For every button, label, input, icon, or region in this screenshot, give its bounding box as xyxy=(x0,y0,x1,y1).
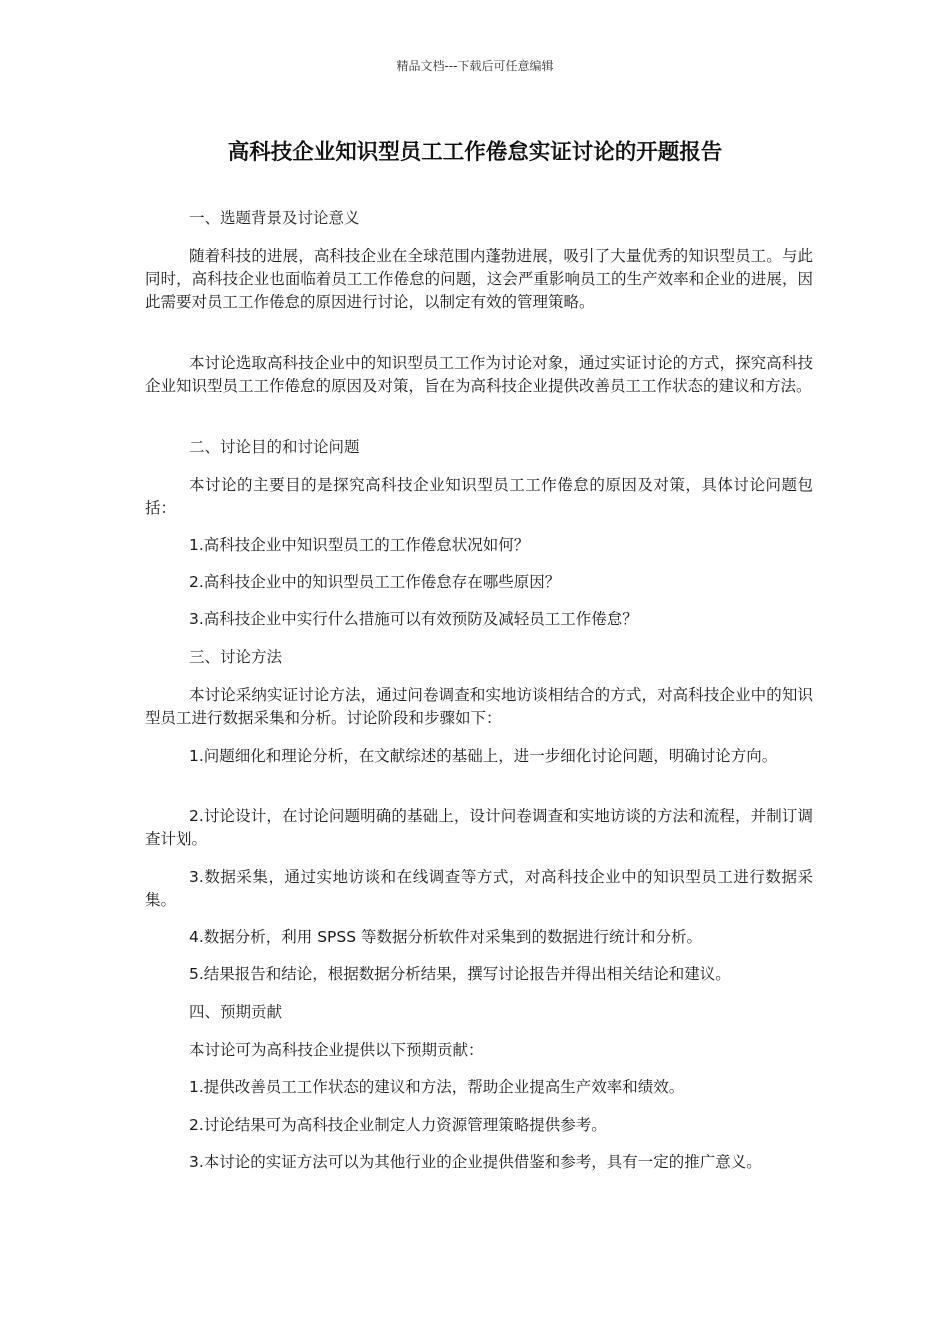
paragraph-contributions: 本讨论可为高科技企业提供以下预期贡献： xyxy=(189,1041,484,1059)
method-step-2: 2.讨论设计，在讨论问题明确的基础上，设计问卷调查和实地访谈的方法和流程，并制订调查计划。 xyxy=(145,807,813,848)
method-step-4: 4.数据分析，利用 SPSS 等数据分析软件对采集到的数据进行统计和分析。 xyxy=(189,928,703,946)
paragraph-background-1: 随着科技的进展，高科技企业在全球范围内蓬勃进展，吸引了大量优秀的知识型员工。与此同时，高科技企业也面临着员工工作倦怠的问题，这会严重影响员工的生产效率和企业的进展，因此需要对员工工作倦怠的原因进行讨论，以制定有效的管理策略。 xyxy=(145,247,813,311)
paragraph-objectives: 本讨论的主要目的是探究高科技企业知识型员工工作倦怠的原因及对策，具体讨论问题包括： xyxy=(145,476,813,517)
method-step-3: 3.数据采集，通过实地访谈和在线调查等方式，对高科技企业中的知识型员工进行数据采集。 xyxy=(145,868,813,909)
section-heading-contributions: 四、预期贡献 xyxy=(189,1003,283,1021)
question-item-3: 3.高科技企业中实行什么措施可以有效预防及减轻员工工作倦怠？ xyxy=(189,610,638,628)
method-step-5: 5.结果报告和结论，根据数据分析结果，撰写讨论报告并得出相关结论和建议。 xyxy=(189,965,731,983)
document-title: 高科技企业知识型员工工作倦怠实证讨论的开题报告 xyxy=(227,140,723,165)
section-heading-background: 一、选题背景及讨论意义 xyxy=(189,209,360,227)
question-item-1: 1.高科技企业中知识型员工的工作倦怠状况如何？ xyxy=(189,536,530,554)
paragraph-methods: 本讨论采纳实证讨论方法，通过问卷调查和实地访谈相结合的方式，对高科技企业中的知识型员工进行数据采集和分析。讨论阶段和步骤如下： xyxy=(145,686,813,727)
section-heading-methods: 三、讨论方法 xyxy=(189,648,283,666)
contribution-item-3: 3.本讨论的实证方法可以为其他行业的企业提供借鉴和参考，具有一定的推广意义。 xyxy=(189,1153,762,1171)
question-item-2: 2.高科技企业中的知识型员工工作倦怠存在哪些原因？ xyxy=(189,573,561,591)
page-header: 精品文档---下载后可任意编辑 xyxy=(396,59,554,73)
paragraph-background-2: 本讨论选取高科技企业中的知识型员工工作为讨论对象，通过实证讨论的方式，探究高科技企业知识型员工工作倦怠的原因及对策，旨在为高科技企业提供改善员工工作状态的建议和方法。 xyxy=(145,354,813,395)
section-heading-objectives: 二、讨论目的和讨论问题 xyxy=(189,438,360,456)
contribution-item-2: 2.讨论结果可为高科技企业制定人力资源管理策略提供参考。 xyxy=(189,1116,607,1134)
method-step-1: 1.问题细化和理论分析，在文献综述的基础上，进一步细化讨论问题，明确讨论方向。 xyxy=(189,747,778,765)
contribution-item-1: 1.提供改善员工工作状态的建议和方法，帮助企业提高生产效率和绩效。 xyxy=(189,1078,685,1096)
